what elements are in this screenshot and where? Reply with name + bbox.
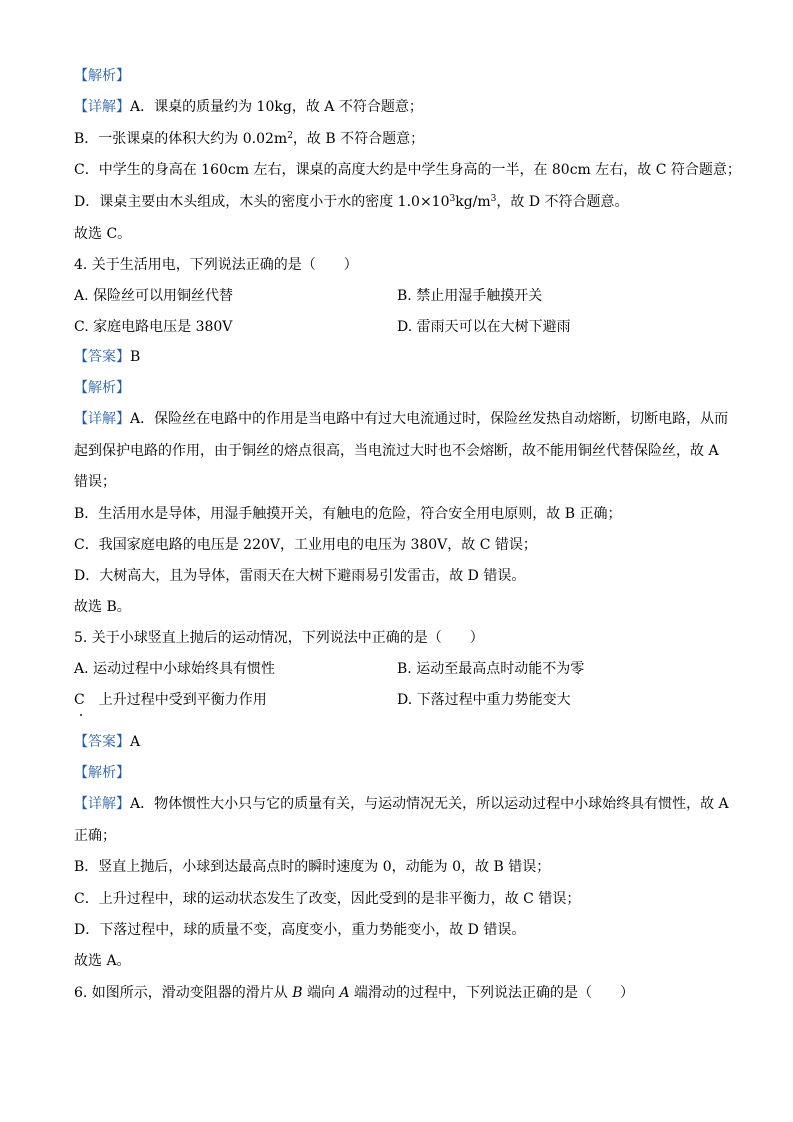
- decimal-point-mark: [80, 714, 82, 716]
- q5-line-d: D．下落过程中，球的质量不变，高度变小，重力势能变小，故 D 错误。: [74, 922, 526, 938]
- q3-line-d-sup2: 3: [490, 194, 497, 204]
- q4-answer: [74, 347, 140, 367]
- q5-detail-a1: [74, 794, 729, 814]
- q5-option-a: A. 运动过程中小球始终具有惯性: [74, 661, 276, 677]
- q6-stem-pre: 6. 如图所示，滑动变阻器的滑片从: [74, 985, 293, 1001]
- q5-detail-a1-text: A．物体惯性大小只与它的质量有关，与运动情况无关，所以运动过程中小球始终具有惯性，故 A: [130, 796, 729, 812]
- q6-stem-post: 端滑动的过程中，下列说法正确的是（ ）: [349, 985, 635, 1001]
- q5-detail-tag: 【详解】: [74, 796, 130, 812]
- q6-stem-mid: 端向: [302, 985, 340, 1001]
- q3-detail-tag: 【详解】: [74, 99, 130, 115]
- q6-stem-a: A: [339, 985, 350, 1001]
- q4-conclusion: 故选 B。: [74, 599, 131, 615]
- q4-answer-tag: 【答案】: [74, 349, 130, 365]
- q3-conclusion: 故选 C。: [74, 226, 132, 242]
- q3-line-d-sup1: 3: [449, 194, 456, 204]
- q4-option-b: B. 禁止用湿手触摸开关: [397, 288, 543, 304]
- q5-option-d: D. 下落过程中重力势能变大: [397, 692, 571, 708]
- q4-detail-a1: [74, 409, 728, 429]
- q5-line-c: C．上升过程中，球的运动状态发生了改变，因此受到的是非平衡力，故 C 错误；: [74, 891, 581, 907]
- q3-line-b: [74, 129, 424, 149]
- q4-option-a: A. 保险丝可以用铜丝代替: [74, 288, 234, 304]
- q5-answer-value: A: [130, 734, 141, 750]
- q3-line-d-mid: kg/m: [455, 194, 491, 210]
- q5-option-b: B. 运动至最高点时动能不为零: [397, 661, 585, 677]
- q5-conclusion: 故选 A。: [74, 953, 131, 969]
- q4-analysis-tag: 【解析】: [74, 380, 130, 396]
- q4-detail-a3: 错误；: [74, 474, 116, 490]
- q4-line-c: C．我国家庭电路的电压是 220V，工业用电的电压为 380V，故 C 错误；: [74, 537, 537, 553]
- q6-stem-b: B: [292, 985, 303, 1001]
- q3-line-b-post: ，故 B 不符合题意；: [292, 131, 425, 147]
- q5-analysis-tag: 【解析】: [74, 765, 130, 781]
- q5-option-c: C 上升过程中受到平衡力作用: [74, 692, 267, 708]
- q3-line-b-sup: 2: [287, 131, 293, 141]
- q5-answer-tag: 【答案】: [74, 734, 130, 750]
- q4-line-b: B．生活用水是导体，用湿手触摸开关，有触电的危险，符合安全用电原则，故 B 正确；: [74, 506, 622, 522]
- q4-detail-tag: 【详解】: [74, 411, 130, 427]
- q4-detail-a1-text: A．保险丝在电路中的作用是当电路中有过大电流通过时，保险丝发热自动熔断，切断电路，从而: [130, 411, 729, 427]
- q3-detail-a: [74, 97, 423, 117]
- q3-line-d-post: ，故 D 不符合题意。: [496, 194, 629, 210]
- q4-line-d: D．大树高大，且为导体，雷雨天在大树下避雨易引发雷击，故 D 错误。: [74, 568, 526, 584]
- q3-line-d: [74, 192, 629, 212]
- q3-line-b-pre: B．一张课桌的体积大约为 0.02m: [74, 131, 288, 147]
- q4-option-d: D. 雷雨天可以在大树下避雨: [397, 319, 571, 335]
- q6-stem: [74, 983, 634, 1003]
- q4-option-c: C. 家庭电路电压是 380V: [74, 319, 233, 335]
- q5-stem: 5. 关于小球竖直上抛后的运动情况，下列说法中正确的是（ ）: [74, 630, 484, 646]
- q3-analysis-tag: 【解析】: [74, 68, 130, 84]
- q3-detail-a-text: A．课桌的质量约为 10kg，故 A 不符合题意；: [130, 99, 423, 115]
- q3-line-d-pre: D．课桌主要由木头组成，木头的密度小于水的密度 1.0×10: [74, 194, 450, 210]
- q4-stem: 4. 关于生活用电，下列说法正确的是（ ）: [74, 257, 358, 273]
- q4-detail-a2: 起到保护电路的作用，由于铜丝的熔点很高，当电流过大时也不会熔断，故不能用铜丝代替保险丝，故 A: [74, 443, 719, 459]
- q5-line-b: B．竖直上抛后，小球到达最高点时的瞬时速度为 0，动能为 0，故 B 错误；: [74, 859, 551, 875]
- q4-answer-value: B: [130, 349, 141, 365]
- q5-detail-a2: 正确；: [74, 828, 116, 844]
- q5-answer: [74, 732, 140, 752]
- q3-line-c: C．中学生的身高在 160cm 左右，课桌的高度大约是中学生身高的一半，在 80cm 左右，故 C 符合题意；: [74, 162, 741, 178]
